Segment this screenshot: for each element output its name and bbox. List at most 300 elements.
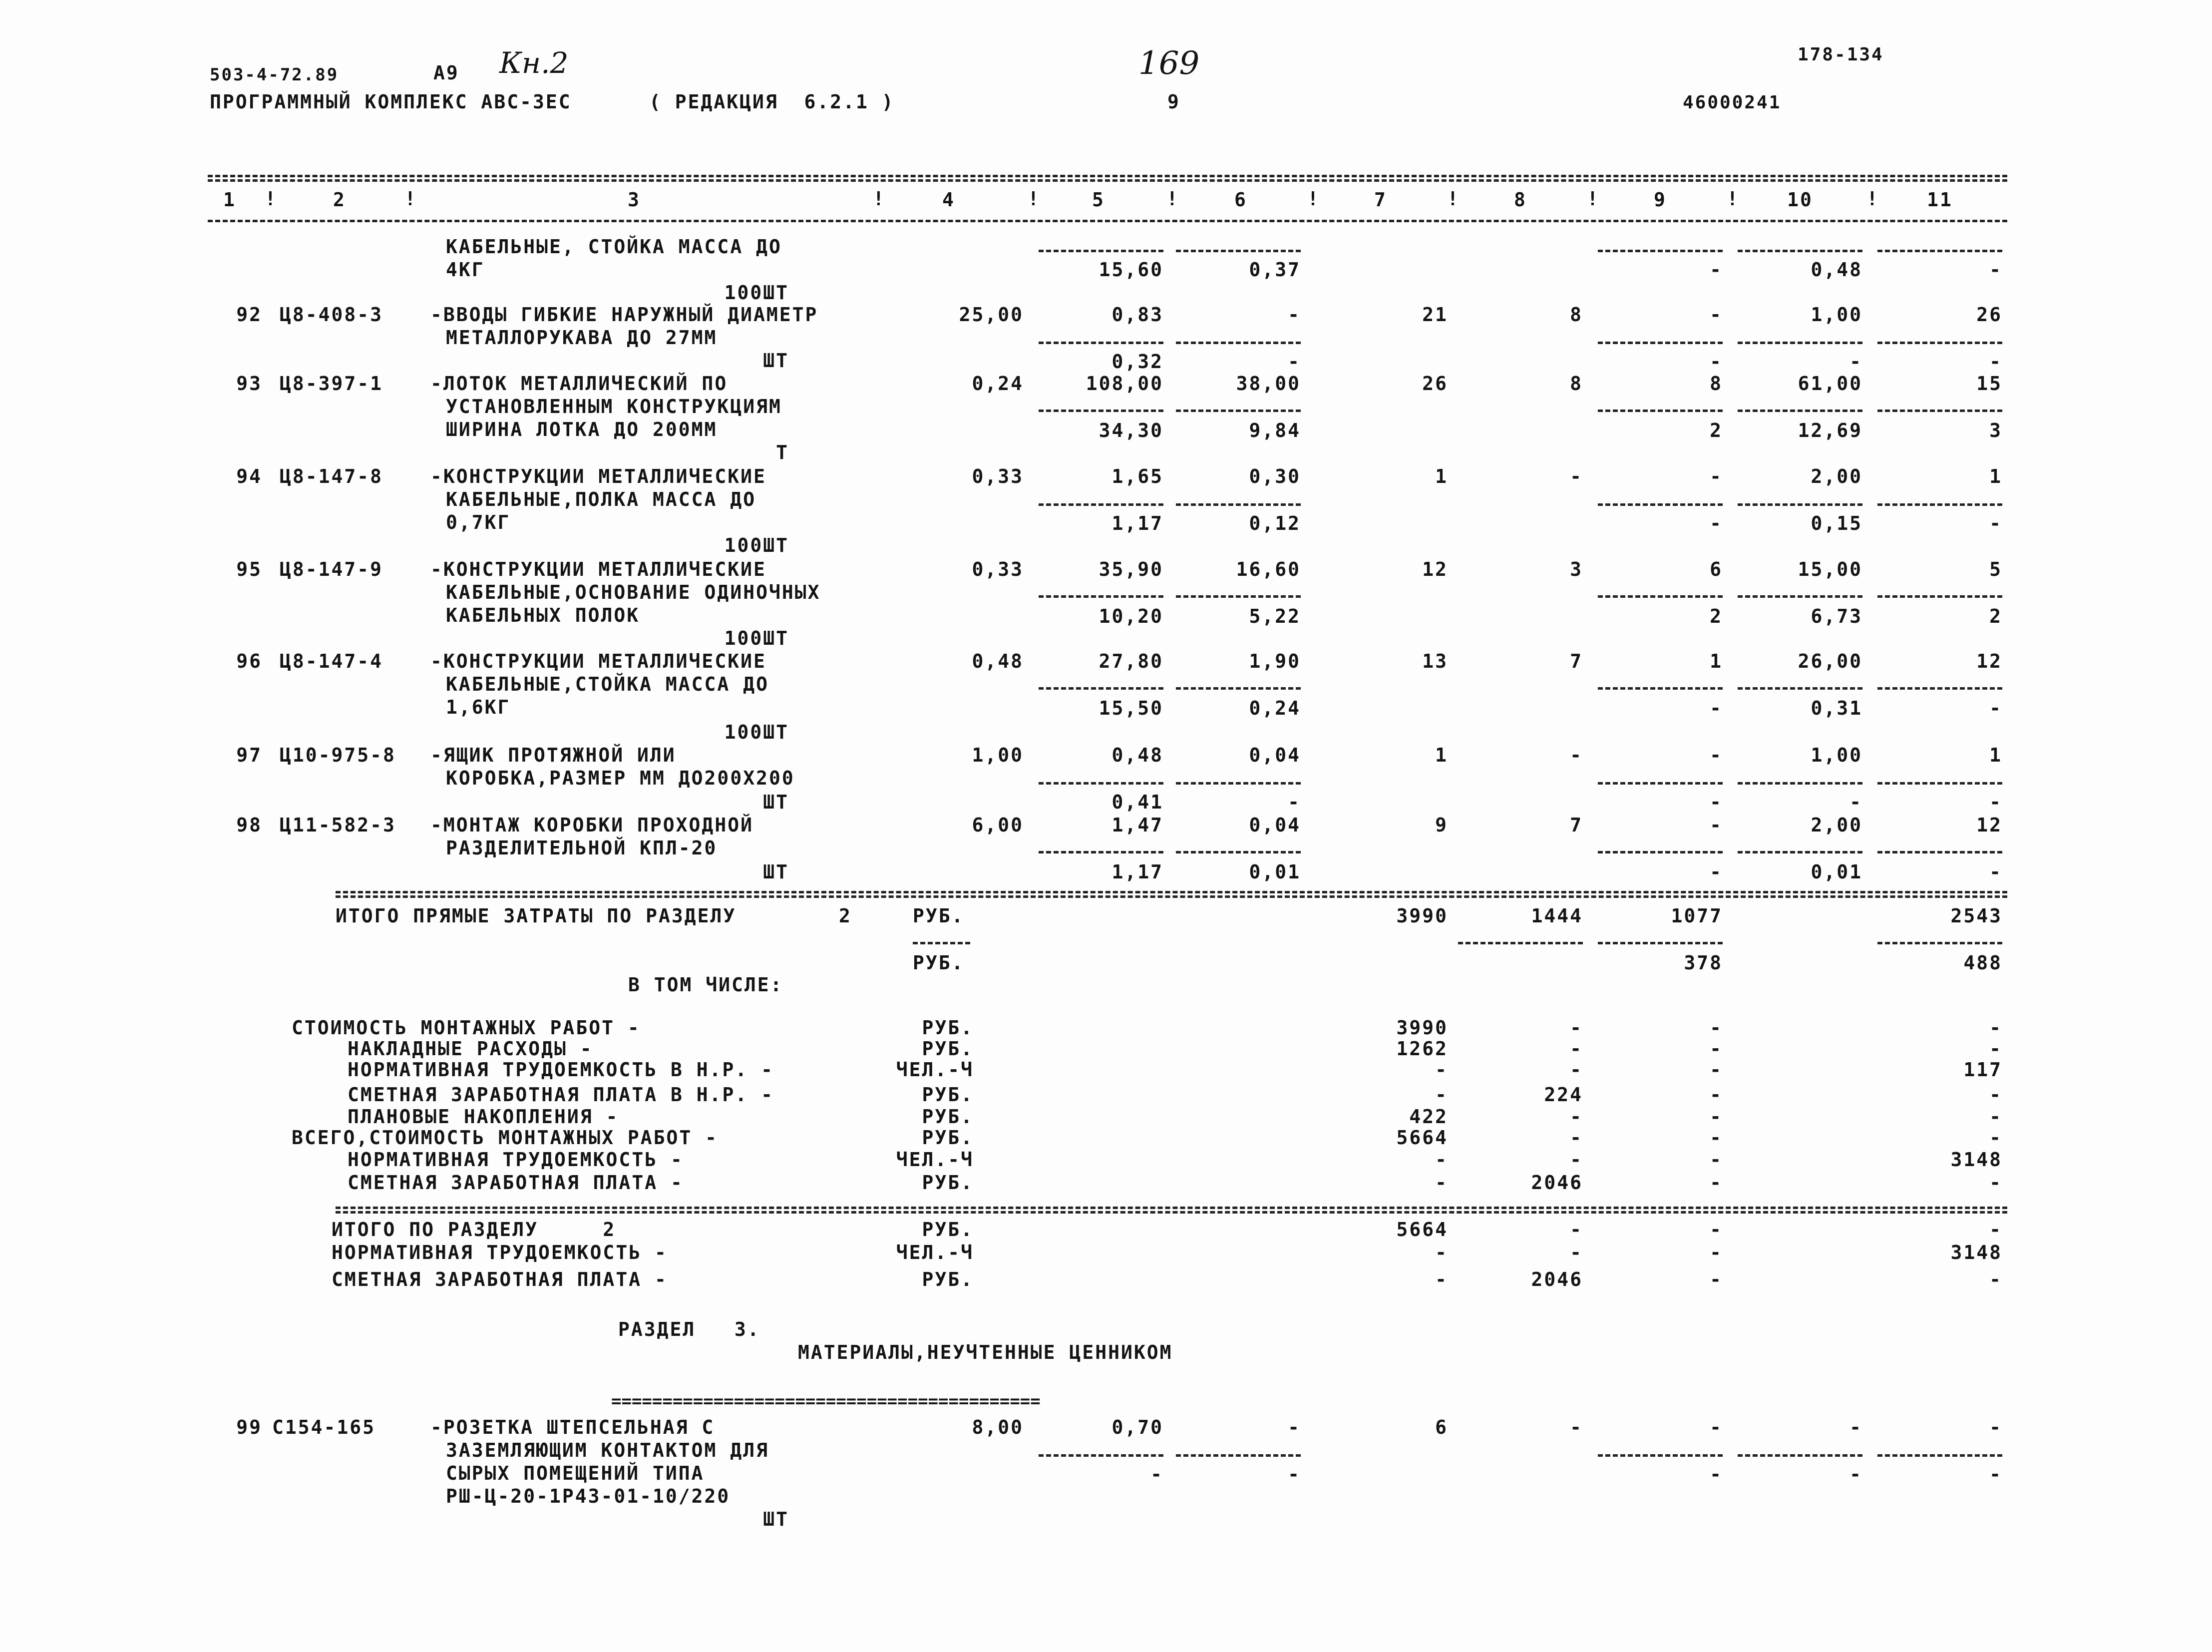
item-unit: 100ШТ bbox=[724, 721, 789, 743]
unit-price: 0,12 bbox=[1249, 512, 1301, 534]
price-divider bbox=[1598, 782, 1723, 785]
section-total-value: - bbox=[1710, 1268, 1723, 1290]
price-divider bbox=[1877, 1454, 2002, 1457]
column-separator: ! bbox=[1866, 188, 1879, 210]
total-divider bbox=[1598, 942, 1723, 944]
unit-price: - bbox=[1288, 791, 1301, 813]
column-separator: ! bbox=[404, 188, 417, 210]
price-divider bbox=[1877, 595, 2002, 598]
section-title: РАЗДЕЛ 3. bbox=[618, 1318, 760, 1340]
row-number: 93 bbox=[236, 373, 262, 395]
price-divider bbox=[1598, 410, 1723, 412]
table-top-rule-2 bbox=[208, 179, 2007, 182]
unit-price: 3 bbox=[1989, 419, 2002, 441]
total-value: 378 bbox=[1684, 952, 1723, 974]
unit-price: 6,73 bbox=[1811, 605, 1862, 627]
breakdown-value: - bbox=[1989, 1127, 2002, 1149]
direct-costs-unit-2: РУБ. bbox=[913, 952, 965, 974]
price-divider bbox=[1039, 342, 1163, 344]
breakdown-unit: РУБ. bbox=[922, 1172, 974, 1194]
unit-price: 27,80 bbox=[1099, 650, 1163, 672]
section-total-label: ИТОГО ПО РАЗДЕЛУ 2 bbox=[332, 1219, 616, 1240]
price-divider bbox=[1039, 250, 1163, 252]
unit-price: - bbox=[1710, 259, 1723, 281]
item-unit: ШТ bbox=[763, 350, 789, 372]
unit-price: 5 bbox=[1989, 558, 2002, 580]
page-index: 9 bbox=[1167, 91, 1180, 113]
total-value: 488 bbox=[1963, 952, 2002, 974]
breakdown-value: - bbox=[1989, 1017, 2002, 1039]
column-header: 2 bbox=[333, 189, 346, 211]
unit-price: 26 bbox=[1976, 304, 2002, 326]
price-divider bbox=[1039, 1454, 1163, 1457]
item-unit: 100ШТ bbox=[724, 534, 789, 556]
item-description: -КОНСТРУКЦИИ МЕТАЛЛИЧЕСКИЕ bbox=[430, 650, 766, 672]
unit-price: 1,00 bbox=[1811, 304, 1862, 326]
rate-code: Ц11-582-3 bbox=[280, 814, 396, 836]
unit-price: 0,70 bbox=[1111, 1416, 1163, 1438]
item-description: 0,7КГ bbox=[446, 511, 511, 533]
breakdown-value: - bbox=[1989, 1172, 2002, 1194]
row-number: 94 bbox=[236, 465, 262, 487]
item-description: КАБЕЛЬНЫЕ,ОСНОВАНИЕ ОДИНОЧНЫХ bbox=[446, 581, 821, 603]
price-divider bbox=[1877, 782, 2002, 785]
price-divider bbox=[1598, 687, 1723, 690]
item-description: ШИРИНА ЛОТКА ДО 200ММ bbox=[446, 418, 718, 440]
price-divider bbox=[1598, 250, 1723, 252]
unit-price: 15 bbox=[1976, 373, 2002, 395]
unit-price: 34,30 bbox=[1099, 419, 1163, 441]
unit-price: - bbox=[1849, 351, 1862, 373]
price-divider bbox=[1039, 503, 1163, 506]
total-cost: 8 bbox=[1570, 373, 1583, 395]
breakdown-label: НОРМАТИВНАЯ ТРУДОЕМКОСТЬ В Н.Р. - bbox=[348, 1059, 774, 1081]
total-cost: 26 bbox=[1422, 373, 1448, 395]
price-divider bbox=[1039, 782, 1163, 785]
unit-price: - bbox=[1989, 351, 2002, 373]
column-header: 9 bbox=[1654, 189, 1667, 211]
unit-price: 1,17 bbox=[1111, 512, 1163, 534]
item-description: -ВВОДЫ ГИБКИЕ НАРУЖНЫЙ ДИАМЕТР bbox=[430, 304, 818, 326]
unit-price: 38,00 bbox=[1236, 373, 1301, 395]
price-divider bbox=[1738, 782, 1862, 785]
breakdown-value: 3990 bbox=[1396, 1017, 1448, 1039]
breakdown-value: - bbox=[1435, 1084, 1448, 1106]
total-cost: 3 bbox=[1570, 558, 1583, 580]
unit-price: 0,15 bbox=[1811, 512, 1862, 534]
unit-price: 108,00 bbox=[1086, 373, 1163, 395]
unit-price: 1,17 bbox=[1111, 861, 1163, 883]
unit-price: - bbox=[1288, 351, 1301, 373]
unit-price: 0,48 bbox=[1811, 259, 1862, 281]
total-rule bbox=[336, 891, 2007, 893]
total-rule-2 bbox=[336, 895, 2007, 898]
price-divider bbox=[1176, 851, 1301, 853]
breakdown-unit: ЧЕЛ.-Ч bbox=[896, 1149, 974, 1171]
price-divider bbox=[1738, 687, 1862, 690]
total-value: 1077 bbox=[1671, 905, 1723, 927]
unit-price: 12 bbox=[1976, 814, 2002, 836]
column-header: 8 bbox=[1514, 189, 1527, 211]
breakdown-label: ПЛАНОВЫЕ НАКОПЛЕНИЯ - bbox=[348, 1106, 619, 1128]
section-total-label: СМЕТНАЯ ЗАРАБОТНАЯ ПЛАТА - bbox=[332, 1268, 668, 1290]
unit-price: - bbox=[1989, 512, 2002, 534]
unit-price: - bbox=[1849, 791, 1862, 813]
price-divider bbox=[1598, 595, 1723, 598]
breakdown-value: - bbox=[1989, 1084, 2002, 1106]
unit-price: 16,60 bbox=[1236, 558, 1301, 580]
breakdown-value: 117 bbox=[1963, 1059, 2002, 1081]
breakdown-unit: РУБ. bbox=[922, 1084, 974, 1106]
price-divider bbox=[1176, 342, 1301, 344]
column-separator: ! bbox=[265, 188, 278, 210]
total-value: 1444 bbox=[1531, 905, 1583, 927]
direct-costs-label: ИТОГО ПРЯМЫЕ ЗАТРАТЫ ПО РАЗДЕЛУ bbox=[336, 905, 737, 927]
unit-price: 0,04 bbox=[1249, 744, 1301, 766]
item-description: КАБЕЛЬНЫХ ПОЛОК bbox=[446, 604, 640, 626]
unit-price: - bbox=[1710, 304, 1723, 326]
unit-price: - bbox=[1710, 861, 1723, 883]
unit-price: 0,83 bbox=[1111, 304, 1163, 326]
price-divider bbox=[1738, 1454, 1862, 1457]
total-cost: 8 bbox=[1570, 304, 1583, 326]
unit-price: 1 bbox=[1989, 744, 2002, 766]
section-total-value: 3148 bbox=[1950, 1241, 2002, 1263]
breakdown-value: - bbox=[1989, 1106, 2002, 1128]
unit-price: - bbox=[1710, 814, 1723, 836]
breakdown-value: - bbox=[1710, 1059, 1723, 1081]
section-total-label: НОРМАТИВНАЯ ТРУДОЕМКОСТЬ - bbox=[332, 1241, 668, 1263]
item-description: СЫРЫХ ПОМЕЩЕНИЙ ТИПА bbox=[446, 1462, 705, 1484]
total-cost: 1 bbox=[1435, 744, 1448, 766]
unit-price: 15,00 bbox=[1798, 558, 1862, 580]
doc-number: 178-134 bbox=[1798, 44, 1884, 65]
unit-price: - bbox=[1989, 1463, 2002, 1485]
rate-code: Ц10-975-8 bbox=[280, 744, 396, 766]
item-description: КАБЕЛЬНЫЕ,ПОЛКА МАССА ДО bbox=[446, 488, 756, 510]
price-divider bbox=[1176, 503, 1301, 506]
item-description: -МОНТАЖ КОРОБКИ ПРОХОДНОЙ bbox=[430, 814, 753, 836]
column-header: 1 bbox=[223, 189, 236, 211]
unit-price: 0,48 bbox=[1111, 744, 1163, 766]
total-divider bbox=[913, 942, 970, 944]
unit-price: 6 bbox=[1710, 558, 1723, 580]
section-total-value: - bbox=[1570, 1219, 1583, 1240]
column-separator: ! bbox=[1166, 188, 1179, 210]
unit-price: - bbox=[1710, 1416, 1723, 1438]
item-unit: Т bbox=[776, 441, 789, 463]
breakdown-value: - bbox=[1710, 1172, 1723, 1194]
total-cost: 7 bbox=[1570, 650, 1583, 672]
unit-price: - bbox=[1989, 791, 2002, 813]
total-cost: 1 bbox=[1435, 465, 1448, 487]
item-description: РШ-Ц-20-1Р43-01-10/220 bbox=[446, 1485, 731, 1507]
total-cost: - bbox=[1570, 465, 1583, 487]
row-number: 99 bbox=[236, 1416, 262, 1438]
rate-code: Ц8-147-8 bbox=[280, 465, 383, 487]
unit-price: 2,00 bbox=[1811, 465, 1862, 487]
rate-code: Ц8-147-4 bbox=[280, 650, 383, 672]
unit-price: 2 bbox=[1989, 605, 2002, 627]
unit-price: 12 bbox=[1976, 650, 2002, 672]
row-number: 97 bbox=[236, 744, 262, 766]
breakdown-value: - bbox=[1989, 1038, 2002, 1060]
section-total-value: 5664 bbox=[1396, 1219, 1448, 1240]
unit-price: 1,00 bbox=[1811, 744, 1862, 766]
total-divider bbox=[1877, 942, 2002, 944]
item-description: КАБЕЛЬНЫЕ,СТОЙКА МАССА ДО bbox=[446, 673, 769, 695]
unit-price: 0,30 bbox=[1249, 465, 1301, 487]
quantity: 0,33 bbox=[972, 558, 1024, 580]
row-number: 95 bbox=[236, 558, 262, 580]
breakdown-value: - bbox=[1710, 1084, 1723, 1106]
unit-price: - bbox=[1989, 697, 2002, 719]
unit-price: - bbox=[1989, 861, 2002, 883]
quantity: 25,00 bbox=[959, 304, 1024, 326]
section-subtitle: МАТЕРИАЛЫ,НЕУЧТЕННЫЕ ЦЕННИКОМ bbox=[798, 1341, 1173, 1363]
total-cost: 12 bbox=[1422, 558, 1448, 580]
unit-price: 12,69 bbox=[1798, 419, 1862, 441]
item-description: 4КГ bbox=[446, 259, 485, 281]
direct-costs-section: 2 bbox=[839, 905, 852, 927]
price-divider bbox=[1877, 250, 2002, 252]
breakdown-value: - bbox=[1710, 1106, 1723, 1128]
price-divider bbox=[1176, 250, 1301, 252]
column-header: 10 bbox=[1787, 189, 1813, 211]
price-divider bbox=[1598, 342, 1723, 344]
unit-price: 2 bbox=[1710, 605, 1723, 627]
unit-price: 10,20 bbox=[1099, 605, 1163, 627]
column-separator: ! bbox=[1587, 188, 1600, 210]
breakdown-value: - bbox=[1710, 1127, 1723, 1149]
breakdown-value: - bbox=[1435, 1059, 1448, 1081]
price-divider bbox=[1877, 503, 2002, 506]
item-description: МЕТАЛЛОРУКАВА ДО 27ММ bbox=[446, 327, 718, 349]
quantity: 1,00 bbox=[972, 744, 1024, 766]
breakdown-unit: РУБ. bbox=[922, 1017, 974, 1039]
unit-price: 26,00 bbox=[1798, 650, 1862, 672]
unit-price: 0,24 bbox=[1249, 697, 1301, 719]
unit-price: 1,47 bbox=[1111, 814, 1163, 836]
total-divider bbox=[1458, 942, 1583, 944]
item-description: УСТАНОВЛЕННЫМ КОНСТРУКЦИЯМ bbox=[446, 396, 782, 417]
section-total-unit: ЧЕЛ.-Ч bbox=[896, 1241, 974, 1263]
unit-price: - bbox=[1849, 1416, 1862, 1438]
item-description: -РОЗЕТКА ШТЕПСЕЛЬНАЯ С bbox=[430, 1416, 715, 1438]
column-header: 6 bbox=[1234, 189, 1247, 211]
item-unit: 100ШТ bbox=[724, 627, 789, 649]
item-unit: ШТ bbox=[763, 1508, 789, 1530]
unit-price: 0,01 bbox=[1811, 861, 1862, 883]
column-separator: ! bbox=[1028, 188, 1041, 210]
unit-price: 1 bbox=[1710, 650, 1723, 672]
price-divider bbox=[1039, 687, 1163, 690]
breakdown-value: - bbox=[1435, 1172, 1448, 1194]
sheet-format: А9 bbox=[433, 62, 459, 84]
total-cost: 21 bbox=[1422, 304, 1448, 326]
price-divider bbox=[1039, 595, 1163, 598]
item-description: -ЯЩИК ПРОТЯЖНОЙ ИЛИ bbox=[430, 744, 676, 766]
section-total-unit: РУБ. bbox=[922, 1268, 974, 1290]
total-cost: - bbox=[1570, 1416, 1583, 1438]
unit-price: - bbox=[1710, 465, 1723, 487]
unit-price: 35,90 bbox=[1099, 558, 1163, 580]
header-bottom-rule bbox=[208, 220, 2007, 222]
item-description: -КОНСТРУКЦИИ МЕТАЛЛИЧЕСКИЕ bbox=[430, 558, 766, 580]
price-divider bbox=[1039, 851, 1163, 853]
section-total-rule bbox=[336, 1207, 2007, 1209]
quantity: 0,48 bbox=[972, 650, 1024, 672]
unit-price: 2 bbox=[1710, 419, 1723, 441]
total-cost: 6 bbox=[1435, 1416, 1448, 1438]
breakdown-value: - bbox=[1435, 1149, 1448, 1171]
total-cost: 9 bbox=[1435, 814, 1448, 836]
section-total-value: - bbox=[1710, 1241, 1723, 1263]
total-value: 3990 bbox=[1396, 905, 1448, 927]
item-unit: ШТ bbox=[763, 791, 789, 813]
section-separator: ========================================== bbox=[611, 1391, 1041, 1411]
unit-price: 0,01 bbox=[1249, 861, 1301, 883]
price-divider bbox=[1738, 250, 1862, 252]
price-divider bbox=[1738, 595, 1862, 598]
unit-price: 0,37 bbox=[1249, 259, 1301, 281]
section-total-value: 2046 bbox=[1531, 1268, 1583, 1290]
price-divider bbox=[1176, 1454, 1301, 1457]
unit-price: 15,60 bbox=[1099, 259, 1163, 281]
section-total-value: - bbox=[1570, 1241, 1583, 1263]
item-description: -КОНСТРУКЦИИ МЕТАЛЛИЧЕСКИЕ bbox=[430, 465, 766, 487]
price-divider bbox=[1877, 342, 2002, 344]
section-total-value: - bbox=[1710, 1219, 1723, 1240]
unit-price: 0,41 bbox=[1111, 791, 1163, 813]
unit-price: - bbox=[1989, 1416, 2002, 1438]
book-number: Кн.2 bbox=[499, 46, 569, 80]
unit-price: - bbox=[1710, 512, 1723, 534]
unit-price: - bbox=[1710, 744, 1723, 766]
column-header: 7 bbox=[1374, 189, 1387, 211]
section-total-value: - bbox=[1435, 1268, 1448, 1290]
quantity: 6,00 bbox=[972, 814, 1024, 836]
breakdown-unit: РУБ. bbox=[922, 1038, 974, 1060]
unit-price: 0,31 bbox=[1811, 697, 1862, 719]
price-divider bbox=[1738, 342, 1862, 344]
price-divider bbox=[1738, 503, 1862, 506]
breakdown-unit: РУБ. bbox=[922, 1127, 974, 1149]
unit-price: 1,90 bbox=[1249, 650, 1301, 672]
unit-price: 1 bbox=[1989, 465, 2002, 487]
price-divider bbox=[1176, 595, 1301, 598]
unit-price: - bbox=[1710, 697, 1723, 719]
item-unit: 100ШТ bbox=[724, 282, 789, 304]
breakdown-label: СТОИМОСТЬ МОНТАЖНЫХ РАБОТ - bbox=[292, 1017, 641, 1039]
rate-code: Ц8-397-1 bbox=[280, 373, 383, 395]
unit-price: - bbox=[1150, 1463, 1163, 1485]
unit-price: - bbox=[1288, 304, 1301, 326]
price-divider bbox=[1176, 782, 1301, 785]
total-value: 2543 bbox=[1950, 905, 2002, 927]
section-total-rule-2 bbox=[336, 1211, 2007, 1214]
breakdown-label: ВСЕГО,СТОИМОСТЬ МОНТАЖНЫХ РАБОТ - bbox=[292, 1127, 718, 1149]
column-separator: ! bbox=[1307, 188, 1320, 210]
program-name: ПРОГРАММНЫЙ КОМПЛЕКС АВС-ЗЕС bbox=[210, 91, 572, 113]
breakdown-value: - bbox=[1710, 1038, 1723, 1060]
program-edition: ( РЕДАКЦИЯ 6.2.1 ) bbox=[649, 91, 895, 113]
price-divider bbox=[1598, 851, 1723, 853]
section-total-unit: РУБ. bbox=[922, 1219, 974, 1240]
breakdown-value: - bbox=[1570, 1059, 1583, 1081]
column-separator: ! bbox=[1727, 188, 1740, 210]
quantity: 0,24 bbox=[972, 373, 1024, 395]
price-divider bbox=[1039, 410, 1163, 412]
breakdown-value: 3148 bbox=[1950, 1149, 2002, 1171]
unit-price: 0,32 bbox=[1111, 351, 1163, 373]
unit-price: - bbox=[1710, 1463, 1723, 1485]
unit-price: - bbox=[1849, 1463, 1862, 1485]
breakdown-value: - bbox=[1570, 1106, 1583, 1128]
breakdown-value: - bbox=[1710, 1017, 1723, 1039]
total-cost: - bbox=[1570, 744, 1583, 766]
total-cost: 13 bbox=[1422, 650, 1448, 672]
price-divider bbox=[1598, 503, 1723, 506]
column-header: 4 bbox=[942, 189, 955, 211]
item-unit: ШТ bbox=[763, 861, 789, 883]
identifier: 46000241 bbox=[1683, 92, 1782, 113]
unit-price: 61,00 bbox=[1798, 373, 1862, 395]
breakdown-value: - bbox=[1570, 1038, 1583, 1060]
price-divider bbox=[1738, 851, 1862, 853]
column-header: 3 bbox=[628, 189, 641, 211]
unit-price: - bbox=[1288, 1416, 1301, 1438]
breakdown-value: - bbox=[1570, 1017, 1583, 1039]
item-description: КАБЕЛЬНЫЕ, СТОЙКА МАССА ДО bbox=[446, 236, 782, 258]
direct-costs-unit: РУБ. bbox=[913, 905, 965, 927]
quantity: 8,00 bbox=[972, 1416, 1024, 1438]
unit-price: 15,50 bbox=[1099, 697, 1163, 719]
price-divider bbox=[1598, 1454, 1723, 1457]
breakdown-unit: ЧЕЛ.-Ч bbox=[896, 1059, 974, 1081]
unit-price: 2,00 bbox=[1811, 814, 1862, 836]
item-description: КОРОБКА,РАЗМЕР ММ ДО200Х200 bbox=[446, 767, 795, 789]
section-total-value: - bbox=[1989, 1219, 2002, 1240]
unit-price: - bbox=[1710, 351, 1723, 373]
price-divider bbox=[1738, 410, 1862, 412]
rate-code: Ц8-147-9 bbox=[280, 558, 383, 580]
rate-code: С154-165 bbox=[272, 1416, 376, 1438]
row-number: 92 bbox=[236, 304, 262, 326]
item-description: ЗАЗЕМЛЯЮЩИМ КОНТАКТОМ ДЛЯ bbox=[446, 1439, 769, 1461]
quantity: 0,33 bbox=[972, 465, 1024, 487]
unit-price: - bbox=[1710, 791, 1723, 813]
total-cost: 7 bbox=[1570, 814, 1583, 836]
page-number-handwritten: 169 bbox=[1138, 45, 1200, 82]
price-divider bbox=[1877, 851, 2002, 853]
price-divider bbox=[1176, 687, 1301, 690]
price-divider bbox=[1877, 687, 2002, 690]
breakdown-value: 5664 bbox=[1396, 1127, 1448, 1149]
breakdown-value: 224 bbox=[1544, 1084, 1583, 1106]
breakdown-label: СМЕТНАЯ ЗАРАБОТНАЯ ПЛАТА - bbox=[348, 1172, 684, 1194]
column-separator: ! bbox=[1447, 188, 1460, 210]
breakdown-value: - bbox=[1710, 1149, 1723, 1171]
breakdown-value: 1262 bbox=[1396, 1038, 1448, 1060]
column-separator: ! bbox=[873, 188, 886, 210]
breakdown-value: - bbox=[1570, 1149, 1583, 1171]
price-divider bbox=[1176, 410, 1301, 412]
breakdown-unit: РУБ. bbox=[922, 1106, 974, 1128]
column-header: 5 bbox=[1092, 189, 1105, 211]
section-total-value: - bbox=[1989, 1268, 2002, 1290]
item-description: РАЗДЕЛИТЕЛЬНОЙ КПЛ-20 bbox=[446, 837, 718, 859]
